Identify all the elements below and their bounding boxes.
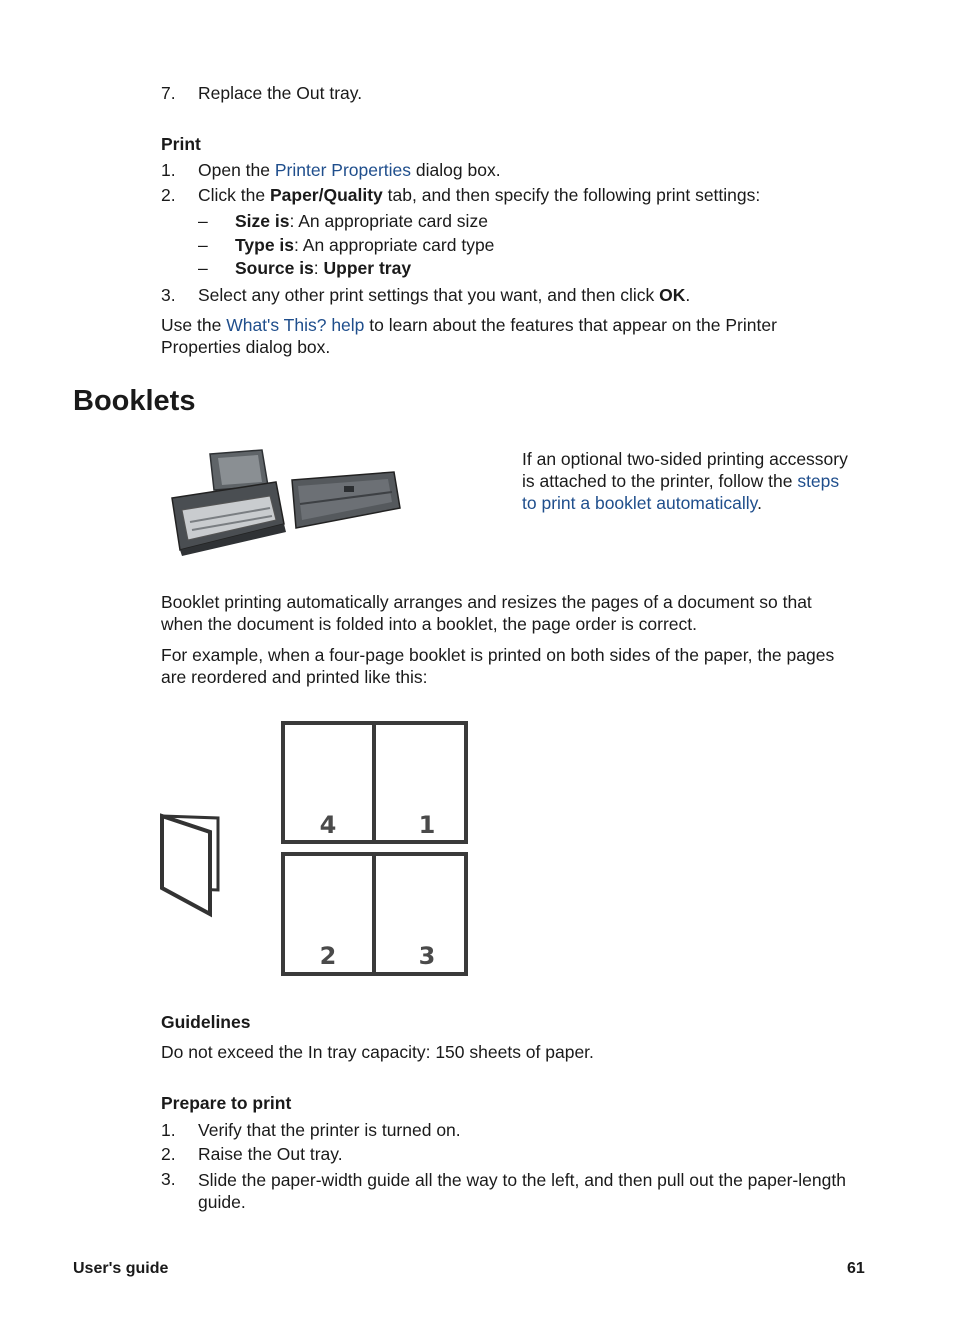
guidelines-text: Do not exceed the In tray capacity: 150 sheets of paper. [161,1042,594,1062]
step-number: 1. [161,160,176,180]
page-number-1: 1 [418,811,436,839]
step-text: Replace the Out tray. [198,83,363,103]
step-number: 2. [161,185,176,205]
setting-item: Source is: Upper tray [235,258,412,278]
step-text: Verify that the printer is turned on. [198,1120,461,1140]
page-number-4: 4 [319,811,337,839]
print-heading: Print [161,134,201,154]
step-number: 7. [161,83,176,103]
step-number: 1. [161,1120,176,1140]
bullet-dash: – [198,235,208,255]
page-number-3: 3 [418,942,436,970]
step-text: Raise the Out tray. [198,1144,343,1164]
booklet-paragraph: Booklet printing automatically arranges and resizes the pages of a document so that when the document is folded into a booklet, the page order is correct. [161,592,812,634]
setting-item: Size is: An appropriate card size [235,211,488,231]
step-text: Open the Printer Properties dialog box. [198,160,501,180]
section-title: Booklets [73,385,196,417]
step-number: 2. [161,1144,176,1164]
step-number: 3. [161,1169,176,1189]
bullet-dash: – [198,211,208,231]
footer-title: User's guide [73,1260,169,1277]
page-number-2: 2 [319,942,337,970]
prepare-heading: Prepare to print [161,1093,292,1113]
setting-item: Type is: An appropriate card type [235,235,495,255]
step-text: Select any other print settings that you want, and then click OK. [198,285,691,305]
example-paragraph: For example, when a four-page booklet is printed on both sides of the paper, the pages are reordered and printed like this: [161,645,835,687]
page-number: 61 [847,1260,865,1277]
accessory-paragraph: If an optional two-sided printing accessory is attached to the printer, follow the steps to print a booklet automatically. [522,449,848,513]
step-text: Click the Paper/Quality tab, and then specify the following print settings: [198,185,761,205]
step-number: 3. [161,285,176,305]
guidelines-heading: Guidelines [161,1012,251,1032]
steps-link[interactable]: steps [797,471,840,491]
printer-properties-link[interactable]: Printer Properties [274,160,412,180]
duplex-accessory-image [166,446,406,558]
page-order-diagram [280,720,470,978]
steps-link[interactable]: to print a booklet automatically [522,493,758,513]
step-text: Slide the paper-width guide all the way to the left, and then pull out the paper-length guide. [198,1170,846,1212]
help-paragraph: Use the What's This? help to learn about the features that appear on the Printer Properties dialog box. [161,315,777,357]
folded-booklet-icon [158,812,224,920]
whats-this-help-link[interactable]: What's This? help [226,315,365,335]
bullet-dash: – [198,258,208,278]
